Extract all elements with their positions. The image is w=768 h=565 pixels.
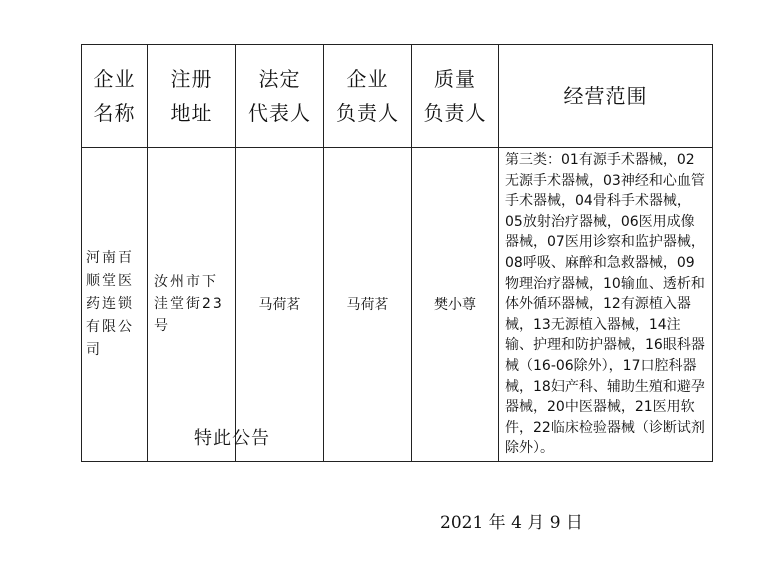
notice-text: 特此公告 — [194, 428, 270, 449]
company-name-cell: 河南百顺堂医药连锁有限公司 — [82, 148, 148, 462]
header-quality-head: 质量 负责人 — [412, 45, 499, 148]
legal-rep-cell: 马荷茗 — [236, 148, 324, 462]
table-row — [82, 148, 713, 462]
table-header-row — [82, 45, 713, 148]
announcement-date: 2021 年 4 月 9 日 — [440, 513, 583, 533]
enterprise-head-cell: 马荷茗 — [324, 148, 412, 462]
address-cell: 汝州市下洼堂街23号 — [148, 148, 236, 462]
header-legal-representative: 法定 代表人 — [236, 45, 324, 148]
quality-head-cell: 樊小尊 — [412, 148, 499, 462]
header-enterprise-head: 企业 负责人 — [324, 45, 412, 148]
header-business-scope: 经营范围 — [499, 45, 713, 148]
registration-table — [81, 44, 713, 462]
header-company-name: 企业 名称 — [82, 45, 148, 148]
business-scope-cell: 第三类：01有源手术器械，02无源手术器械，03神经和心血管手术器械，04骨科手术器械，05放射治疗器械，06医用成像器械，07医用诊察和监护器械，08呼吸、麻醉和急救器械，09物理治疗器械，10输血、透析和体外循环器械，12有源植入器械，13无源植入器械，14注输、护理和防护器械，16眼科器械（16-06除外），17口腔科器械，18妇产科、辅助生殖和避孕器械，20中医器械，21医用软件，22临床检验器械（诊断试剂除外）。 — [499, 148, 713, 462]
header-registered-address: 注册 地址 — [148, 45, 236, 148]
